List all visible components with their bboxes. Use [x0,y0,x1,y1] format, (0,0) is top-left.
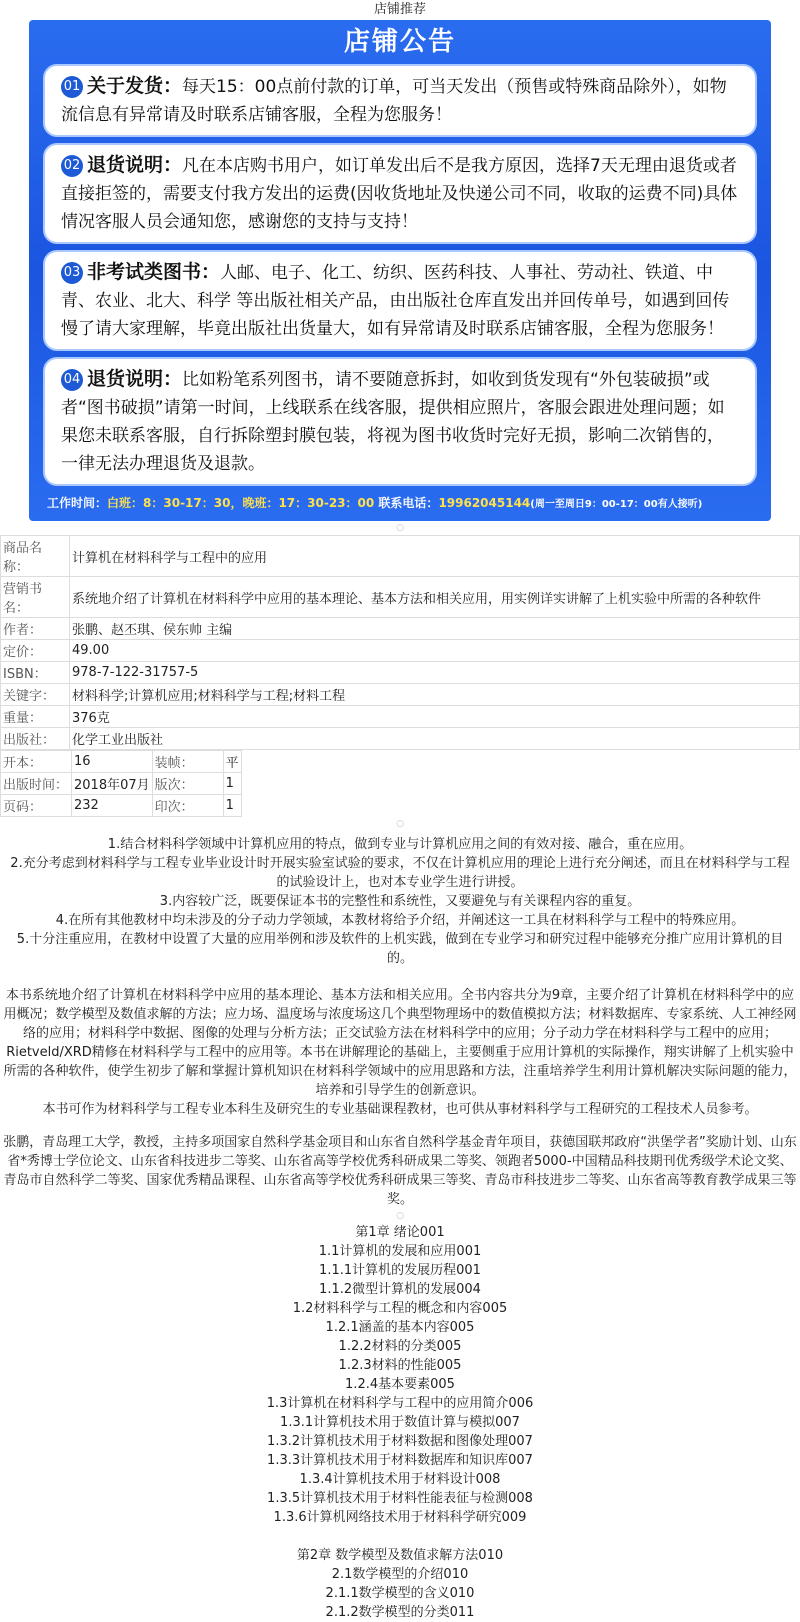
announcement-card [43,143,757,244]
info-key: 营销书名： [1,577,70,618]
info-key: 开本： [1,751,72,773]
info-key: 页码： [1,795,72,817]
card-number: 04 [61,369,83,391]
phone: 19962045144 [438,496,531,510]
info-key: 出版社： [1,728,70,750]
divider: ○ [396,523,404,533]
table-row [1,706,800,728]
card-number: 01 [61,76,83,98]
info-value: 16 [72,751,153,773]
feature-item: 2.充分考虑到材料科学与工程专业毕业设计时开展实验室试验的要求，不仅在计算机应用的理论上进行充分阐述，而且在材料科学与工程的试验设计上，也对本专业学生进行讲授。 [10,856,790,890]
info-value: 材料科学;计算机应用;材料科学与工程;材料工程 [70,684,800,706]
toc-entry: 第2章 数学模型及数值求解方法010 [296,1548,504,1563]
table-row [1,773,242,795]
toc-entry: 2.1数学模型的介绍010 [331,1567,469,1582]
info-value: 1 [223,795,241,817]
feature-item: 5.十分注重应用，在教材中设置了大量的应用举例和涉及软件的上机实践，做到在专业学习和研究过程中能够充分推广应用计算机的目的。 [16,932,784,966]
card-title: 退货说明： [87,154,183,176]
work-hours: 白班：8：30-17：30，晚班：17：30-23：00 [107,496,375,510]
table-row [1,536,800,577]
card-text: 每天15：00点前付款的订单，可当天发出（预售或特殊商品除外），如物流信息有异常请及时联系店铺客服，全程为您服务！ [61,77,727,125]
feature-item: 3.内容较广泛，既要保证本书的完整性和系统性，又要避免与有关课程内容的重复。 [159,894,641,909]
book-intro [0,986,800,1119]
toc-entry [0,1527,800,1546]
card-text: 比如粉笔系列图书，请不要随意拆封，如收到货发现有“外包装破损”或者“图书破损”请第一时间，上线联系在线客服，提供相应照片，客服会跟进处理问题；如果您未联系客服，自行拆除塑封膜包装，将视为图书收货时完好无损，影响二次销售的，一律无法办理退货及退款。 [61,370,725,474]
page-title: 店铺推荐 [373,2,426,17]
feature-item: 1.结合材料科学领域中计算机应用的特点，做到专业与计算机应用之间的有效对接、融合，重在应用。 [107,837,693,852]
card-title: 非考试类图书： [87,261,221,283]
card-title: 退货说明： [87,368,183,390]
toc-entry: 2.1.2数学模型的分类011 [325,1605,475,1620]
toc-entry: 1.3.2计算机技术用于材料数据和图像处理007 [267,1434,533,1449]
toc-entry: 1.1.1计算机的发展历程001 [319,1263,481,1278]
announcement-card [43,357,757,486]
toc-entry: 1.3.1计算机技术用于数值计算与模拟007 [280,1415,520,1430]
intro-paragraph: 本书系统地介绍了计算机在材料科学中应用的基本理论、基本方法和相关应用。全书内容共分为9章，主要介绍了计算机在材料科学中的应用概况；数学模型及数值求解的方法；应力场、温度场与浓度场这几个典型物理场中的数值模拟方法；材料数据库、专家系统、人工神经网络的应用；材料科学中数据、图像的处理与分析方法；正交试验方法在材料科学中的应用；分子动力学在材料科学与工程中的应用；Rietveld/XRD精修在材料科学与工程中的应用等。本书在讲解理论的基础上，主要侧重于应用计算机的实际操作，翔实讲解了上机实验中所需的各种软件，使学生初步了解和掌握计算机知识在材料科学领域中的应用思路和方法，注重培养学生利用计算机解决实际问题的能力，培养和引导学生的创新意识。 [3,988,797,1098]
card-number: 02 [61,155,83,177]
card-title: 关于发货： [87,75,183,97]
author-bio: 张鹏，青岛理工大学，教授，主持多项国家自然科学基金项目和山东省自然科学基金青年项目，获德国联邦政府“洪堡学者”奖励计划、山东省*秀博士学位论文、山东省科技进步二等奖、山东省高等学校优秀科研成果二等奖、领跑者5000-中国精品科技期刊优秀级学术论文奖、青岛市自然科学二等奖、国家优秀精品课程、山东省高等学校优秀科研成果三等奖、青岛市科技进步二等奖、山东省高等教育教学成果三等奖。 [3,1135,797,1207]
toc-entry: 1.2.4基本要素005 [345,1377,455,1392]
table-of-contents [0,1223,800,1622]
table-row [1,684,800,706]
card-text: 人邮、电子、化工、纺织、医药科技、人事社、劳动社、铁道、中青、农业、北大、科学 等出版社相关产品，由出版社仓库直发出并回传单号，如遇到回传慢了请大家理解，毕竟出版社出货量大，如有异常请及时联系店铺客服，全程为您服务！ [61,263,730,339]
intro-paragraph: 本书可作为材料科学与工程专业本科生及研究生的专业基础课程教材，也可供从事材料科学与工程研究的工程技术人员参考。 [42,1102,758,1117]
table-row [1,795,242,817]
info-key: 装帧： [152,751,223,773]
info-value: 系统地介绍了计算机在材料科学中应用的基本理论、基本方法和相关应用，用实例详实讲解了上机实验中所需的各种软件 [70,577,800,618]
table-row [1,751,242,773]
table-row [1,577,800,618]
info-value: 376克 [70,706,800,728]
announcement-card [43,250,757,351]
toc-entry: 第1章 绪论001 [355,1225,445,1240]
toc-entry: 1.2.2材料的分类005 [338,1339,462,1354]
toc-entry: 1.3.6计算机网络技术用于材料科学研究009 [273,1510,527,1525]
table-row [1,662,800,684]
divider: ○ [396,1211,404,1221]
announcement-card [43,64,757,137]
toc-entry: 1.2.1涵盖的基本内容005 [325,1320,475,1335]
info-value: 232 [72,795,153,817]
info-key: 作者： [1,618,70,640]
info-value: 张鹏、赵丕琪、侯东帅 主编 [70,618,800,640]
toc-entry: 1.2材料科学与工程的概念和内容005 [292,1301,508,1316]
toc-entry: 1.3.3计算机技术用于材料数据库和知识库007 [267,1453,533,1468]
book-detail-table [0,750,242,817]
info-value: 计算机在材料科学与工程中的应用 [70,536,800,577]
table-row [1,640,800,662]
store-announcement-banner [29,20,771,521]
card-number: 03 [61,262,83,284]
card-text: 凡在本店购书用户，如订单发出后不是我方原因，选择7天无理由退货或者直接拒签的，需要支付我方发出的运费(因收货地址及快递公司不同，收取的运费不同)具体情况客服人员会通知您，感谢您的支持与支持！ [61,156,738,232]
toc-entry: 2.1.1数学模型的含义010 [325,1586,475,1601]
toc-entry: 1.3.5计算机技术用于材料性能表征与检测008 [267,1491,533,1506]
banner-heading: 店铺公告 [343,27,456,57]
info-value: 化学工业出版社 [70,728,800,750]
toc-entry: 1.1.2微型计算机的发展004 [319,1282,481,1297]
table-row [1,728,800,750]
info-value: 2018年07月 [72,773,153,795]
info-key: 定价： [1,640,70,662]
table-row [1,618,800,640]
work-hours-bar: 工作时间：白班：8：30-17：30，晚班：17：30-23：00 联系电话：19962045144(周一至周日9：00-17：00有人接听) [47,496,703,510]
info-key: 重量： [1,706,70,728]
feature-item: 4.在所有其他教材中均未涉及的分子动力学领域，本教材将给予介绍，并阐述这一工具在材料科学与工程中的特殊应用。 [55,913,745,928]
info-value: 978-7-122-31757-5 [70,662,800,684]
info-key: 出版时间： [1,773,72,795]
info-key: 版次： [152,773,223,795]
toc-entry: 1.1计算机的发展和应用001 [318,1244,482,1259]
info-key: 关键字： [1,684,70,706]
toc-entry: 1.3.4计算机技术用于材料设计008 [299,1472,501,1487]
info-key: 商品名称： [1,536,70,577]
divider: ○ [396,819,404,829]
toc-entry: 1.3计算机在材料科学与工程中的应用简介006 [266,1396,534,1411]
info-value: 1 [223,773,241,795]
info-key: ISBN： [1,662,70,684]
book-info-table [0,535,800,750]
info-value: 平 [223,751,241,773]
features [0,831,800,972]
toc-entry: 1.2.3材料的性能005 [338,1358,462,1373]
info-value: 49.00 [70,640,800,662]
info-key: 印次： [152,795,223,817]
